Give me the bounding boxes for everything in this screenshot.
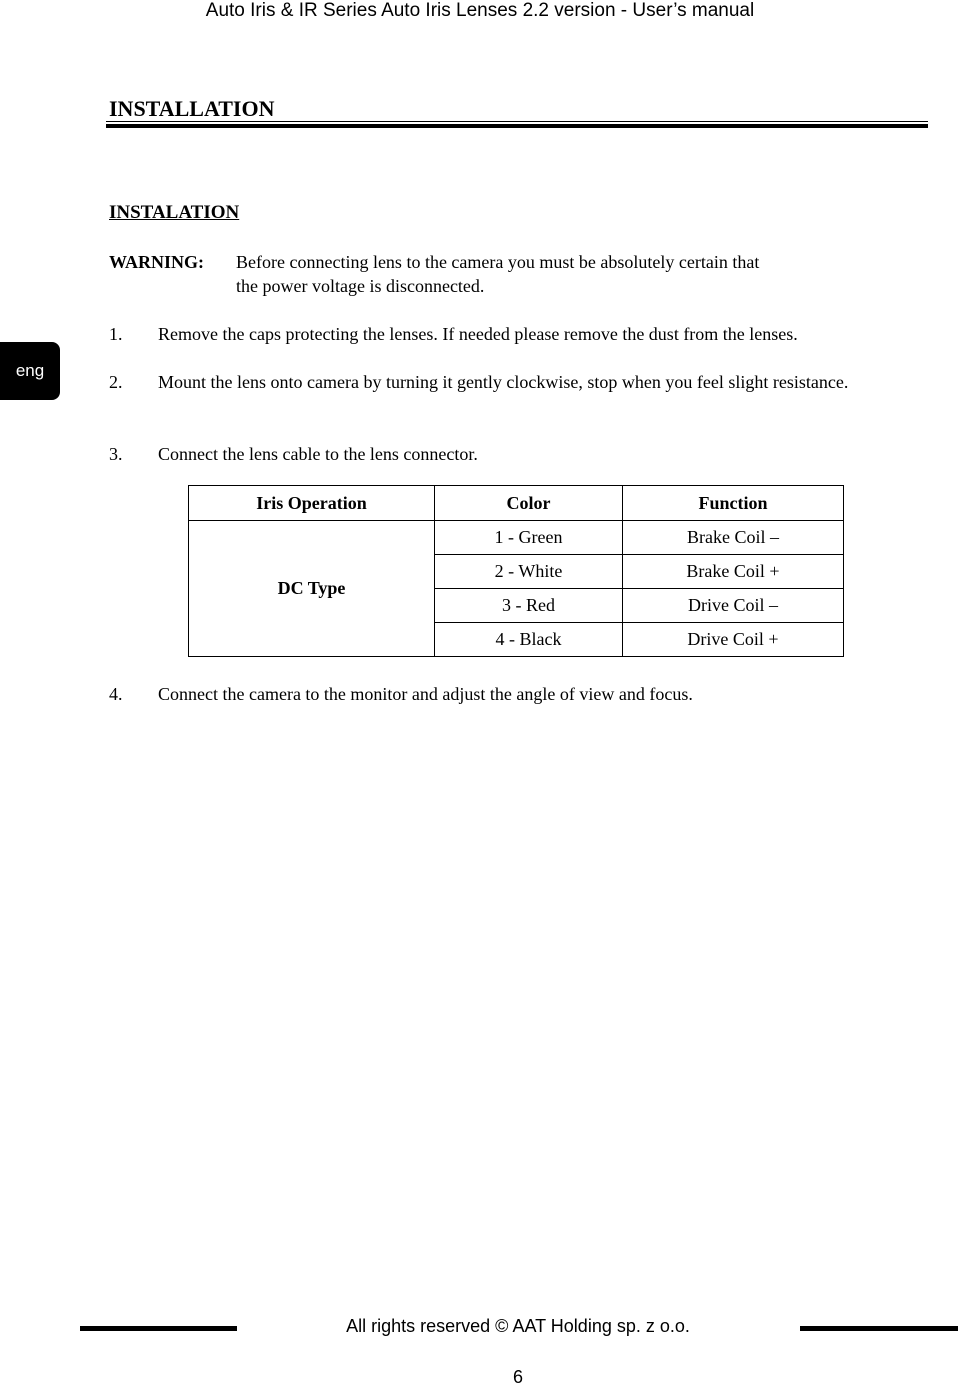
table-row xyxy=(189,521,844,555)
warning-text-line1: Before connecting lens to the camera you must be absolutely certain that xyxy=(236,252,760,272)
document-header: Auto Iris & IR Series Auto Iris Lenses 2.2 version - User’s manual xyxy=(205,0,755,21)
title-divider-thick xyxy=(106,124,928,128)
function-cell: Drive Coil – xyxy=(623,589,844,623)
warning-paragraph xyxy=(109,250,935,296)
function-cell: Brake Coil + xyxy=(623,555,844,589)
step-number: 3. xyxy=(109,444,123,464)
warning-label: WARNING: xyxy=(109,252,205,272)
color-cell: 1 - Green xyxy=(435,521,623,555)
function-cell: Brake Coil – xyxy=(623,521,844,555)
table-header-row xyxy=(189,486,844,521)
page-title: INSTALLATION xyxy=(109,96,275,121)
warning-text-line2: the power voltage is disconnected. xyxy=(236,276,485,296)
step-number: 1. xyxy=(109,324,123,344)
header-function: Function xyxy=(623,486,844,521)
page-number: 6 xyxy=(512,1367,523,1387)
lens-connector-table xyxy=(188,485,844,657)
color-cell: 4 - Black xyxy=(435,623,623,657)
step-text: Connect the camera to the monitor and adjust the angle of view and focus. xyxy=(158,684,693,704)
footer-rule-right xyxy=(800,1326,958,1331)
iris-type-cell: DC Type xyxy=(189,521,435,657)
step-text: Mount the lens onto camera by turning it gently clockwise, stop when you feel slight resistance. xyxy=(158,372,849,392)
section-title: INSTALATION xyxy=(109,202,240,223)
step-number: 4. xyxy=(109,684,123,704)
footer-copyright: All rights reserved © AAT Holding sp. z o.o. xyxy=(346,1316,690,1336)
step-number: 2. xyxy=(109,372,123,392)
color-cell: 2 - White xyxy=(435,555,623,589)
step-text: Connect the lens cable to the lens connector. xyxy=(158,444,478,464)
color-cell: 3 - Red xyxy=(435,589,623,623)
title-divider xyxy=(106,121,928,122)
function-cell: Drive Coil + xyxy=(623,623,844,657)
step-text: Remove the caps protecting the lenses. If needed please remove the dust from the lenses. xyxy=(158,324,798,344)
header-color: Color xyxy=(435,486,623,521)
header-iris-operation: Iris Operation xyxy=(189,486,435,521)
language-tab: eng xyxy=(0,342,60,400)
